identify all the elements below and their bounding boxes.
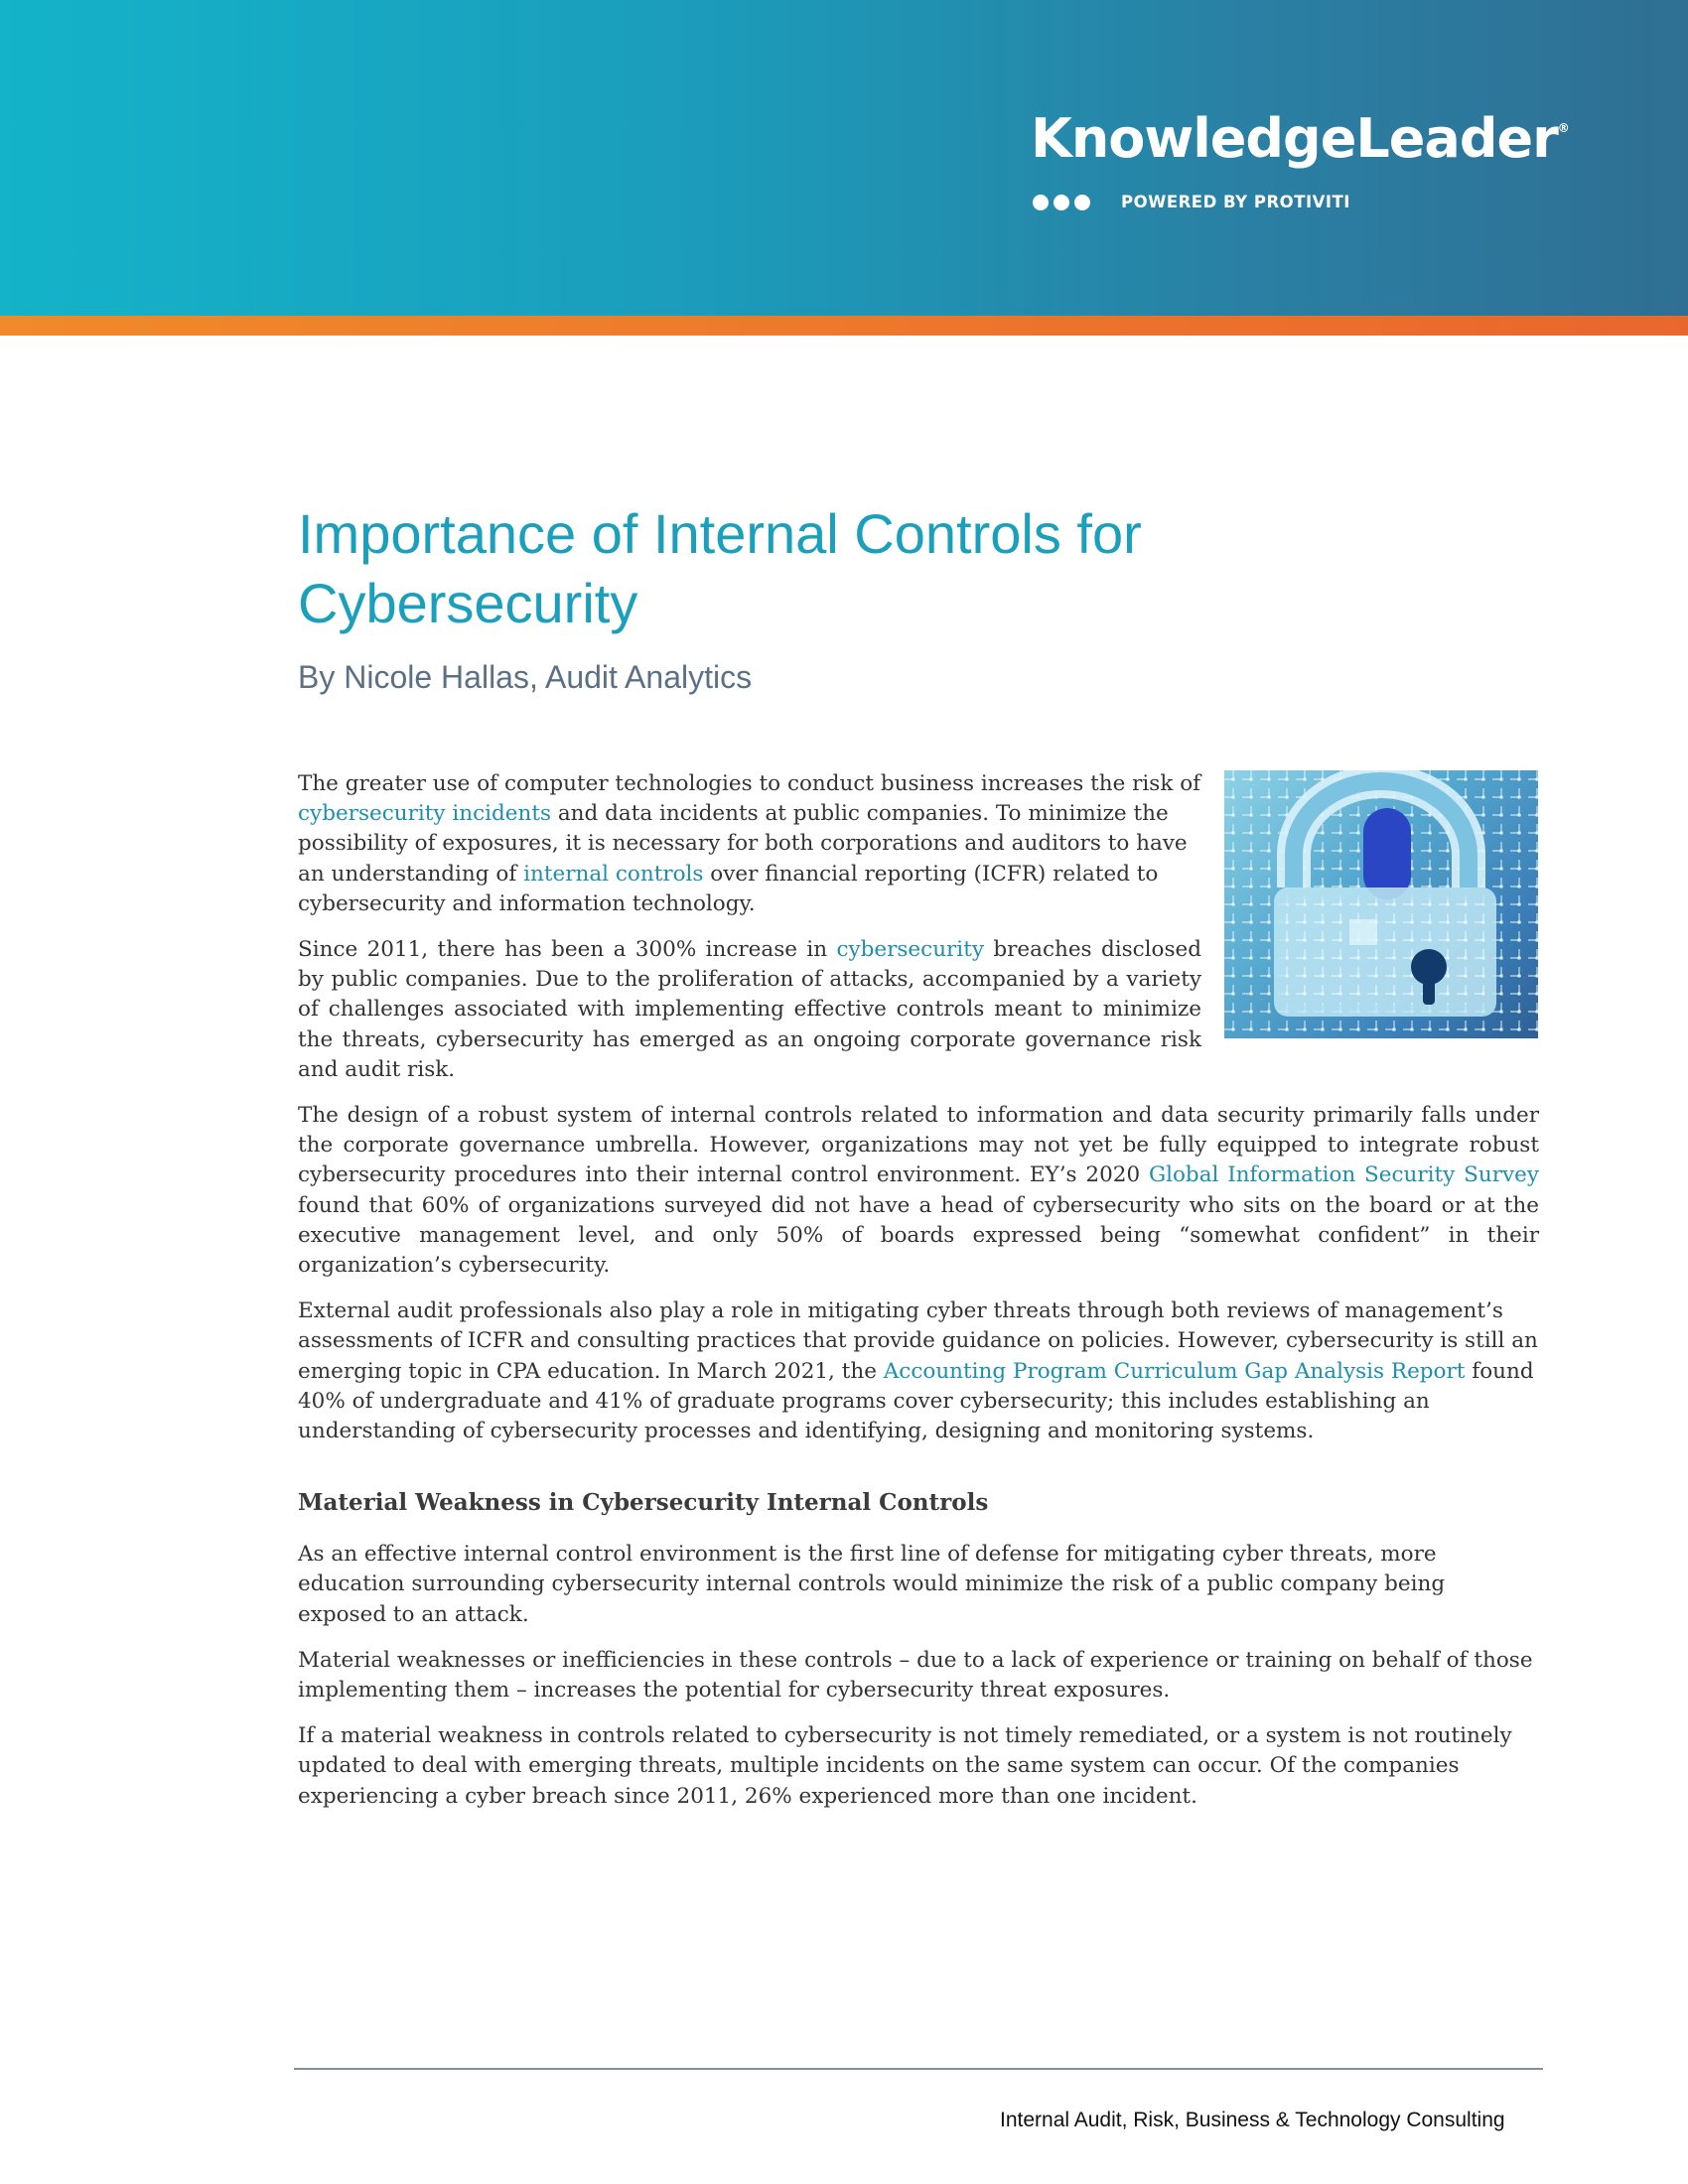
link-cybersecurity[interactable]: cybersecurity [836, 937, 984, 963]
link-global-information-security-survey[interactable]: Global Information Security Survey [1148, 1162, 1539, 1188]
paragraph-inefficiencies: Material weaknesses or inefficiencies in these controls – due to a lack of experience or training on behalf of those implementing them – increases the potential for cybersecurity threat exposures. [298, 1647, 1533, 1704]
paragraph-breaches: Since 2011, there has been a 300% increase in cybersecurity breaches disclosed by public companies. Due to the proliferation of attacks, accompanied by a variety of challenges associated with implementing effective controls meant to minimize the threats, cybersecurity has emerged as an ongoing corporate governance risk and audit risk. [298, 937, 1202, 1082]
brand-logo: KnowledgeLeader® [1031, 107, 1569, 170]
section-heading-material-weakness: Material Weakness in Cybersecurity Internal Controls [298, 1489, 989, 1517]
paragraph-remediation: If a material weakness in controls related to cybersecurity is not timely remediated, or a system is not routinely updated to deal with emerging threats, multiple incidents on the same system can occur. Of the companies experiencing a cyber breach since 2011, 26% experienced more than one incident. [298, 1723, 1512, 1809]
footer-divider [294, 2068, 1543, 2070]
paragraph-governance: The design of a robust system of internal controls related to information and data security primarily falls under the corporate governance umbrella. However, organizations may not yet be fully equipped to integrate robust cybersecurity procedures into their internal control environment. EY’s 2020 Global Information Security Survey found that 60% of organizations surveyed did not have a head of cybersecurity who sits on the board or at the executive management level, and only 50% of boards expressed being “somewhat confident” in their organization’s cybersecurity. [298, 1103, 1539, 1279]
paragraph-first-line-defense: As an effective internal control environment is the first line of defense for mitigating cyber threats, more education surrounding cybersecurity internal controls would minimize the risk of a public company being exposed to an attack. [298, 1542, 1446, 1627]
accent-stripe [0, 316, 1688, 336]
paragraph-intro: The greater use of computer technologies to conduct business increases the risk of cybersecurity incidents and data incidents at public companies. To minimize the possibility of exposures, it is necessary for both corporations and auditors to have an understanding of internal controls over financial reporting (ICFR) related to cybersecurity and information technology. [298, 771, 1201, 916]
byline: By Nicole Hallas, Audit Analytics [298, 659, 753, 695]
link-internal-controls[interactable]: internal controls [523, 861, 704, 887]
article-body [298, 769, 1539, 1828]
brand-tagline: POWERED BY PROTIVITI [1121, 193, 1350, 211]
page-title: Importance of Internal Controls for Cybersecurity [298, 502, 1142, 634]
footer-tagline: Internal Audit, Risk, Business & Technology Consulting [1000, 2109, 1505, 2131]
header-banner [0, 0, 1688, 316]
link-curriculum-gap-analysis-report[interactable]: Accounting Program Curriculum Gap Analysis Report [883, 1358, 1466, 1384]
paragraph-external-audit: External audit professionals also play a role in mitigating cyber threats through both reviews of management’s assessments of ICFR and consulting practices that provide guidance on policies. However, cybersecurity is still an emerging topic in CPA education. In March 2021, the Accounting Program Curriculum Gap Analysis Report found 40% of undergraduate and 41% of graduate programs cover cybersecurity; this includes establishing an understanding of cybersecurity processes and identifying, designing and monitoring systems. [298, 1298, 1538, 1444]
link-cybersecurity-incidents[interactable]: cybersecurity incidents [298, 801, 552, 827]
brand-dots-icon [1033, 195, 1095, 214]
